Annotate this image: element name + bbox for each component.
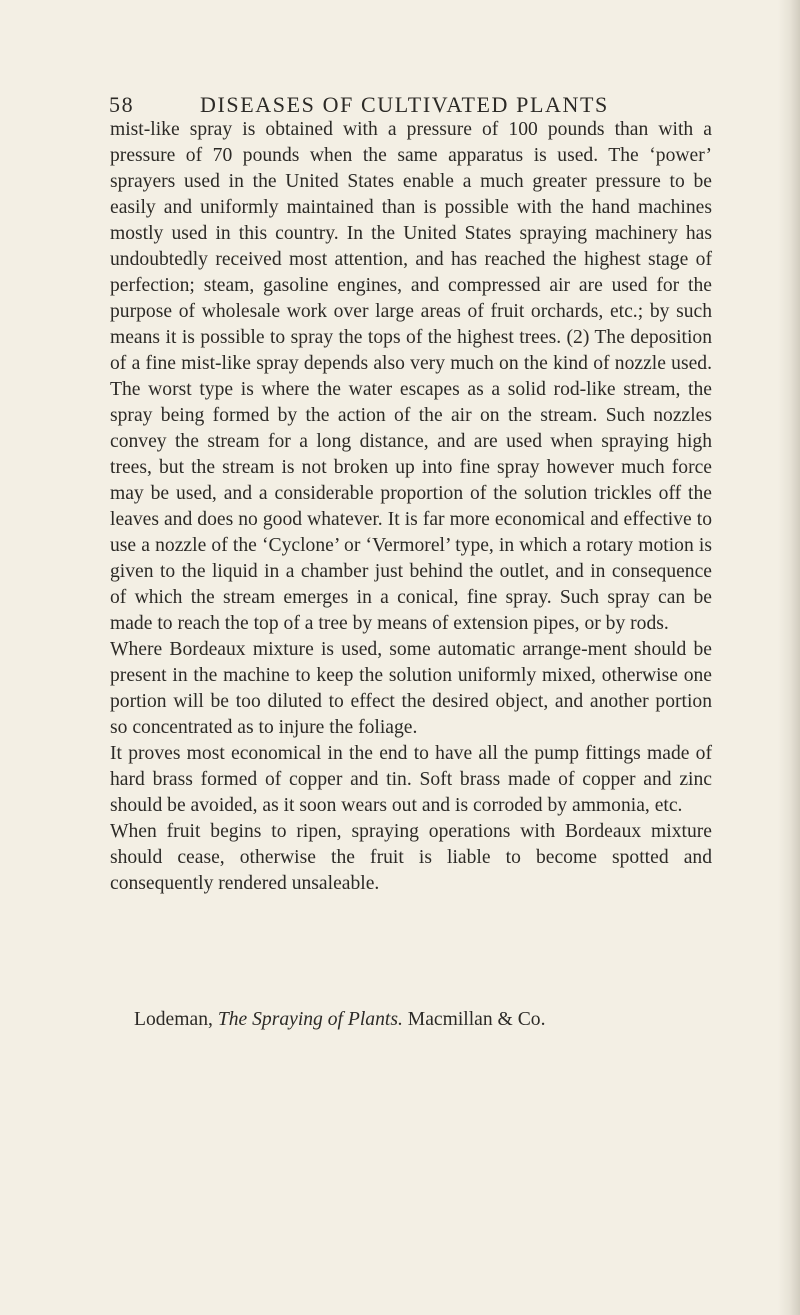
running-title: DISEASES OF CULTIVATED PLANTS xyxy=(200,92,609,117)
paragraph-bordeaux-mixing: Where Bordeaux mixture is used, some automatic arrange-ment should be present in the machine to keep the solution uniformly mixed, otherwise one portion will be too diluted to effect the desired object, and another portion so concentrated as to injure the foliage. xyxy=(110,639,712,738)
paragraph-pump-fittings: It proves most economical in the end to have all the pump fittings made of hard brass formed of copper and tin. Soft brass made of copper and zinc should be avoided, as it soon wears out and is corroded by ammonia, etc. xyxy=(110,743,712,816)
page-number: 58 xyxy=(109,92,135,117)
paragraph-spray-pressure: mist-like spray is obtained with a pressure of 100 pounds than with a pressure of 70 pounds when the same apparatus is used. The ‘power’ sprayers used in the United States enable a much greater pressure to be easily and uniformly maintained than is possible with the hand machines mostly used in this country. In the United States spraying machinery has undoubtedly received most attention, and has reached the highest stage of perfection; steam, gasoline engines, and compressed air are used for the purpose of wholesale work over large areas of fruit orchards, etc.; by such means it is possible to spray the tops of the highest trees. (2) The deposition of a fine mist-like spray depends also very much on the kind of nozzle used. The worst type is where the water escapes as a solid rod-like stream, the spray being formed by the action of the air on the stream. Such nozzles convey the stream for a long distance, and are used when spraying high trees, but the stream is not broken up into fine spray however much force may be used, and a considerable proportion of the solution trickles off the leaves and does no good whatever. It is far more economical and effective to use a nozzle of the ‘Cyclone’ or ‘Vermorel’ type, in which a rotary motion is given to the liquid in a chamber just behind the outlet, and in consequence of which the stream emerges in a conical, fine spray. Such spray can be made to reach the top of a tree by means of extension pipes, or by rods. xyxy=(110,119,712,634)
citation xyxy=(134,1007,734,1033)
citation-title: The Spraying of Plants. xyxy=(217,1009,403,1030)
citation-author: Lodeman, xyxy=(134,1009,213,1030)
citation-publisher: Macmillan & Co. xyxy=(407,1009,546,1030)
page-edge-shadow xyxy=(778,0,800,1315)
paragraph-fruit-ripening: When fruit begins to ripen, spraying operations with Bordeaux mixture should cease, otherwise the fruit is liable to become spotted and consequently rendered unsaleable. xyxy=(110,821,712,894)
body-text xyxy=(110,117,712,897)
